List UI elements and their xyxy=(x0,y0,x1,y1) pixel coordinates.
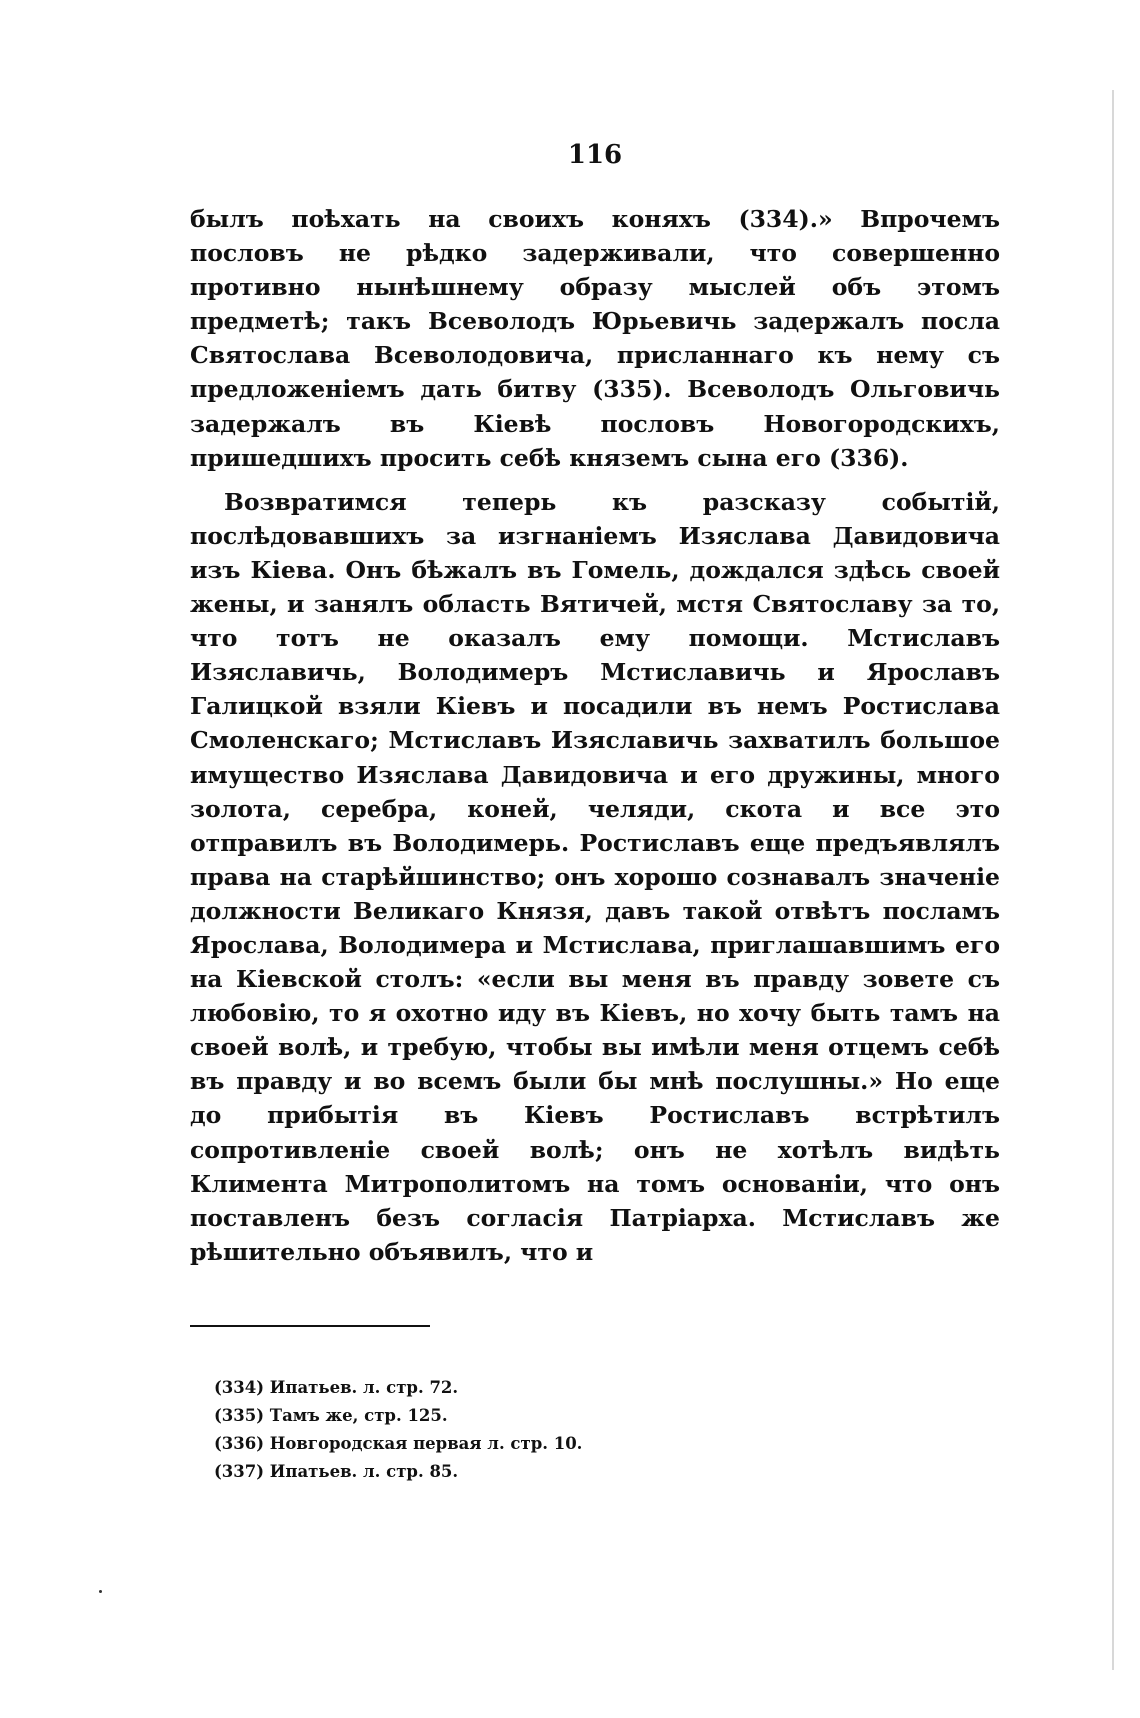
body-text xyxy=(190,202,1000,1269)
footnote-334: (334) Ипатьев. л. стр. 72. xyxy=(214,1377,459,1397)
footnotes xyxy=(190,1374,1000,1486)
page-edge-shadow xyxy=(1112,90,1114,1670)
footnote-336: (336) Новгородская первая л. стр. 10. xyxy=(214,1433,583,1453)
footnote-separator xyxy=(190,1325,430,1327)
footnote-335: (335) Тамъ же, стр. 125. xyxy=(214,1405,448,1425)
paragraph-2: Возвратимся теперь къ разсказу событій, послѣдовавшихъ за изгнаніемъ Изяслава Давидовича изъ Кіева. Онъ бѣжалъ въ Гомель, дождался здѣсь своей жены, и занялъ область Вятичей, мстя Святославу за то, что тотъ не оказалъ ему помощи. Мстиславъ Изяславичь, Володимеръ Мстиславичь и Ярославъ Галицкой взяли Кіевъ и посадили въ немъ Ростислава Смоленскаго; Мстиславъ Изяславичь захватилъ большое имущество Изяслава Давидовича и его дружины, много золота, серебра, коней, челяди, скота и все это отправилъ въ Володимерь. Ростиславъ еще предъявлялъ права на старѣйшинство; онъ хорошо сознавалъ значеніе должности Великаго Князя, давъ такой отвѣтъ посламъ Ярослава, Володимера и Мстислава, приглашавшимъ его на Кіевской столъ: «если вы меня въ правду зовете съ любовію, то я охотно иду въ Кіевъ, но хочу быть тамъ на своей волѣ, и требую, чтобы вы имѣли меня отцемъ себѣ въ правду и во всемъ были бы мнѣ послушны.» Но еще до прибытія въ Кіевъ Ростиславъ встрѣтилъ сопротивленіе своей волѣ; онъ не хотѣлъ видѣть Климента Митрополитомъ на томъ основаніи, что онъ поставленъ безъ согласія Патріарха. Мстиславъ же рѣшительно объявилъ, что и xyxy=(190,487,1000,1266)
book-page xyxy=(190,138,1000,1486)
page-number: 116 xyxy=(567,140,623,170)
footnote-337: (337) Ипатьев. л. стр. 85. xyxy=(214,1461,459,1481)
paragraph-1: былъ поѣхать на своихъ коняхъ (334).» Впрочемъ пословъ не рѣдко задерживали, что совершенно противно нынѣшнему образу мыслей объ этомъ предметѣ; такъ Всеволодъ Юрьевичь задержалъ посла Святослава Всеволодовича, присланнаго къ нему съ предложеніемъ дать битву (335). Всеволодъ Ольговичь задержалъ въ Кіевѣ пословъ Новогородскихъ, пришедшихъ просить себѣ княземъ сына его (336). xyxy=(190,205,1000,472)
scan-speck xyxy=(99,1590,102,1593)
